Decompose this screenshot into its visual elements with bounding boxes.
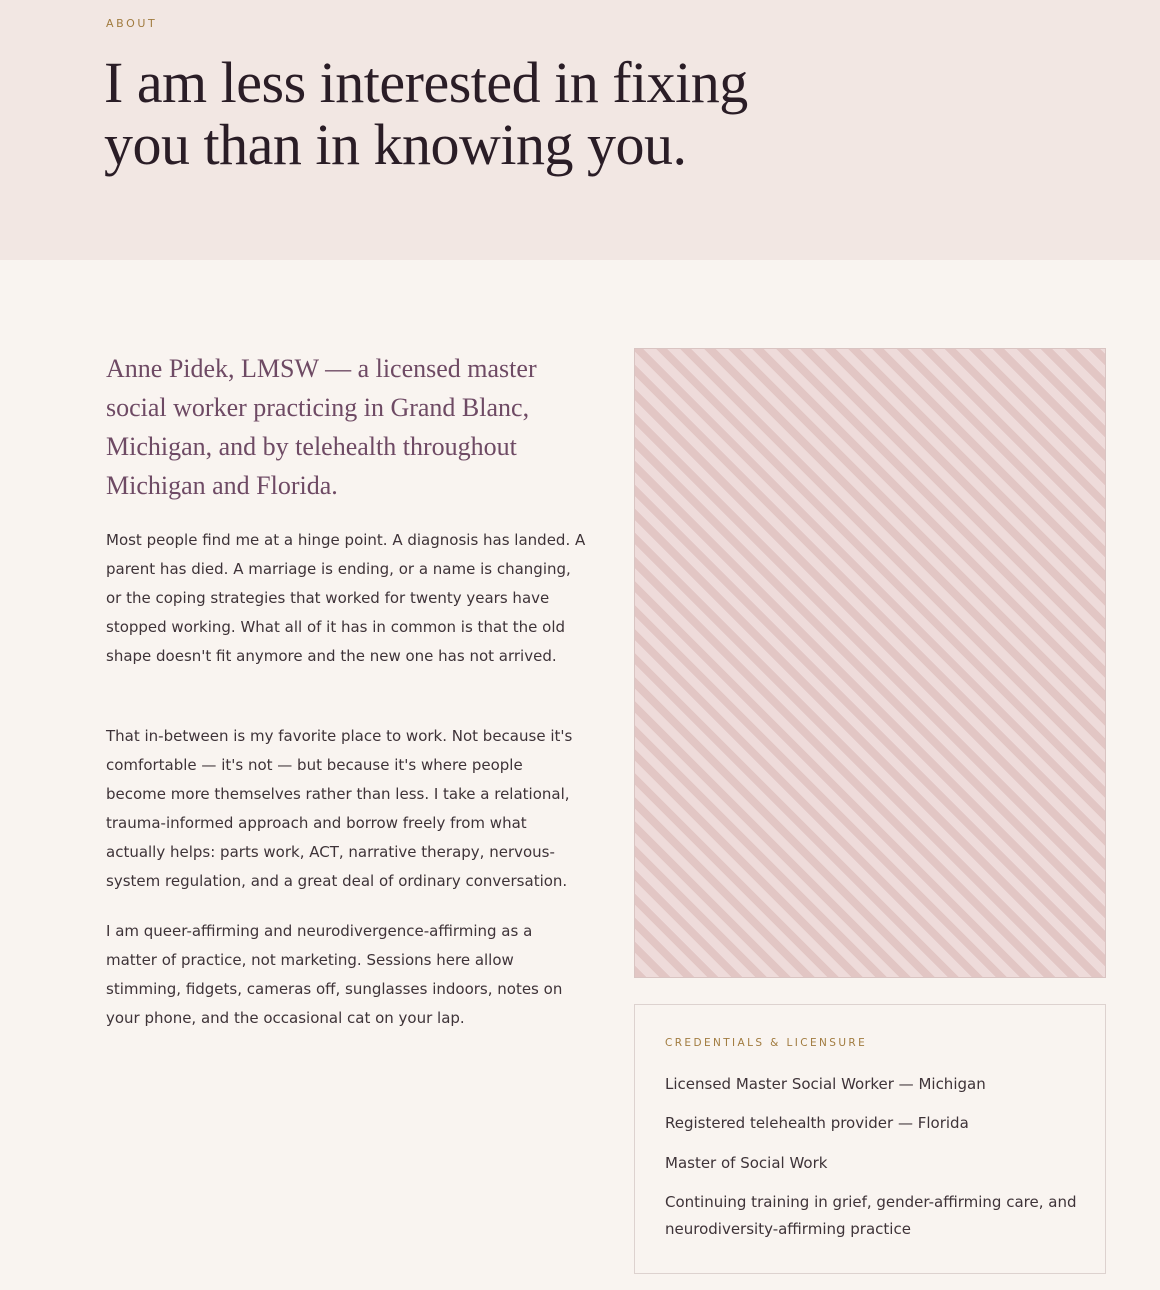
body-paragraph: I am queer-affirming and neurodivergence-affirming as a matter of practice, not marketing. Sessions here allow stimming, fidgets, cameras off, sunglasses indoors, notes on your phone, and the occasional cat on your lap. [106,922,563,1027]
body-paragraph: That in-between is my favorite place to work. Not because it's comfortable — it's not — but because it's where people become more themselves rather than less. I take a relational, trauma-informed approach and borrow freely from what actually helps: parts work, ACT, narrative therapy, nervous-system regulation, and a great deal of ordinary conversation. [106,727,573,890]
credentials-heading: CREDENTIALS & LICENSURE [665,1037,868,1049]
about-hero [0,0,1160,260]
credential-item: Continuing training in grief, gender-affirming care, and neurodiversity-affirming practice [665,1193,1077,1238]
intro-lede: Anne Pidek, LMSW — a licensed master social worker practicing in Grand Blanc, Michigan, and by telehealth throughout Michigan and Florida. [106,354,537,500]
credential-item: Licensed Master Social Worker — Michigan [665,1075,986,1093]
page-title: I am less interested in fixing you than in knowing you. [104,50,748,177]
body-paragraph: Most people find me at a hinge point. A diagnosis has landed. A parent has died. A marriage is ending, or a name is changing, or the coping strategies that worked for twenty years have stopped working. What all of it has in common is that the old shape doesn't fit anymore and the new one has not arrived. [106,531,586,665]
section-eyebrow: ABOUT [106,17,158,30]
credentials-card [634,1004,1106,1274]
portrait-placeholder-image [634,348,1106,978]
credential-item: Registered telehealth provider — Florida [665,1114,969,1132]
credential-item: Master of Social Work [665,1154,828,1172]
